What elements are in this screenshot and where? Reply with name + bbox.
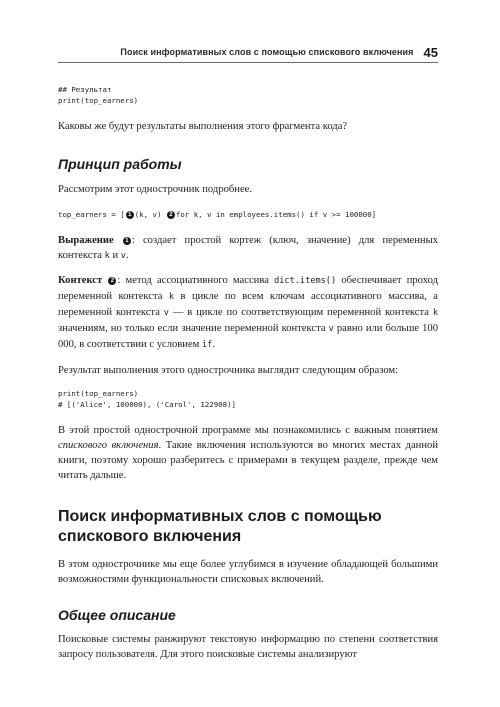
- marker-1-icon: 1: [123, 237, 131, 245]
- code-inline: v: [163, 308, 169, 318]
- paragraph-result: Результат выполнения этого однострочника выглядит следующим образом:: [58, 365, 399, 376]
- text-fragment: — в цикле по соответствующим переменной контекста: [168, 307, 433, 318]
- code-inline: v: [120, 251, 126, 261]
- paragraph-expression: [58, 233, 438, 264]
- code-inline: k: [432, 308, 438, 318]
- text-fragment: и: [109, 250, 121, 261]
- text-fragment: в цикле по всем ключам ассоциативного массива, а переменной контекста: [58, 291, 438, 318]
- code-inline: k: [168, 292, 175, 302]
- code-block-oneliner: [58, 209, 438, 220]
- text-fragment: .: [212, 339, 216, 350]
- code-inline: k: [104, 251, 110, 261]
- text-fragment: : метод ассоциативного массива: [117, 275, 275, 286]
- section-title-line: Поиск информативных слов с помощью: [58, 508, 382, 525]
- paragraph-summary: [58, 423, 438, 483]
- text-fragment: . Такие включения используются во многих местах данной книги, поэтому хорошо разберитесь с примерами в текущем разделе, прежде чем читать дальше.: [58, 440, 438, 481]
- code-fragment: for k, v in employees.items() if v >= 100000]: [175, 210, 377, 219]
- code-inline: dict.items(): [274, 276, 337, 286]
- running-header: [58, 44, 438, 60]
- code-fragment: (k, v): [134, 210, 166, 219]
- code-block-output: [58, 388, 438, 410]
- code-block-result: [58, 84, 438, 106]
- term-expression: Выражение: [58, 235, 114, 246]
- code-line: print(top_earners): [58, 96, 139, 105]
- code-line: # [('Alice', 100000), ('Carol', 122908)]: [58, 400, 236, 409]
- paragraph-question: Каковы же будут результаты выполнения этого фрагмента кода?: [58, 121, 348, 132]
- code-inline: if: [202, 340, 213, 350]
- code-fragment: top_earners = [: [58, 210, 125, 219]
- code-line: ## Результат: [58, 85, 112, 94]
- marker-1-icon: 1: [126, 211, 134, 219]
- paragraph-context: [58, 273, 438, 353]
- section-title: [58, 507, 438, 547]
- page-number: 45: [423, 44, 438, 60]
- heading-how-it-works: Принцип работы: [58, 156, 182, 172]
- heading-overview: Общее описание: [58, 607, 176, 623]
- paragraph-overview: Поисковые системы ранжируют текстовую информацию по степени соответствия запросу пользователя. Для этого поисковые системы анализируют: [58, 634, 438, 660]
- code-inline: v: [328, 324, 334, 334]
- paragraph-intro: В этом однострочнике мы еще более углубимся в изучение обладающей большими возможностями функциональности списковых включений.: [58, 559, 438, 585]
- term-context: Контекст: [58, 275, 103, 286]
- emphasis: спискового включения: [58, 440, 159, 451]
- code-line: print(top_earners): [58, 389, 139, 398]
- paragraph-consider: Рассмотрим этот однострочник подробнее.: [58, 184, 253, 195]
- header-rule: [58, 62, 438, 63]
- text-fragment: равно или больше 100 000, в соответствии с условием: [58, 323, 438, 350]
- text-fragment: значениям, но только если значение переменной контекста: [58, 323, 329, 334]
- text-fragment: В этой простой однострочной программе мы познакомились с важным понятием: [58, 425, 438, 436]
- marker-2-icon: 2: [167, 211, 175, 219]
- text-fragment: .: [125, 250, 129, 261]
- marker-2-icon: 2: [108, 277, 116, 285]
- text-fragment: обеспечивает проход переменной контекста: [58, 275, 438, 302]
- page-content: [58, 84, 438, 662]
- header-title: Поиск информативных слов с помощью спискового включения: [120, 47, 414, 57]
- text-fragment: : создает простой кортеж (ключ, значение) для переменных контекста: [58, 235, 438, 261]
- section-title-line: спискового включения: [58, 528, 242, 545]
